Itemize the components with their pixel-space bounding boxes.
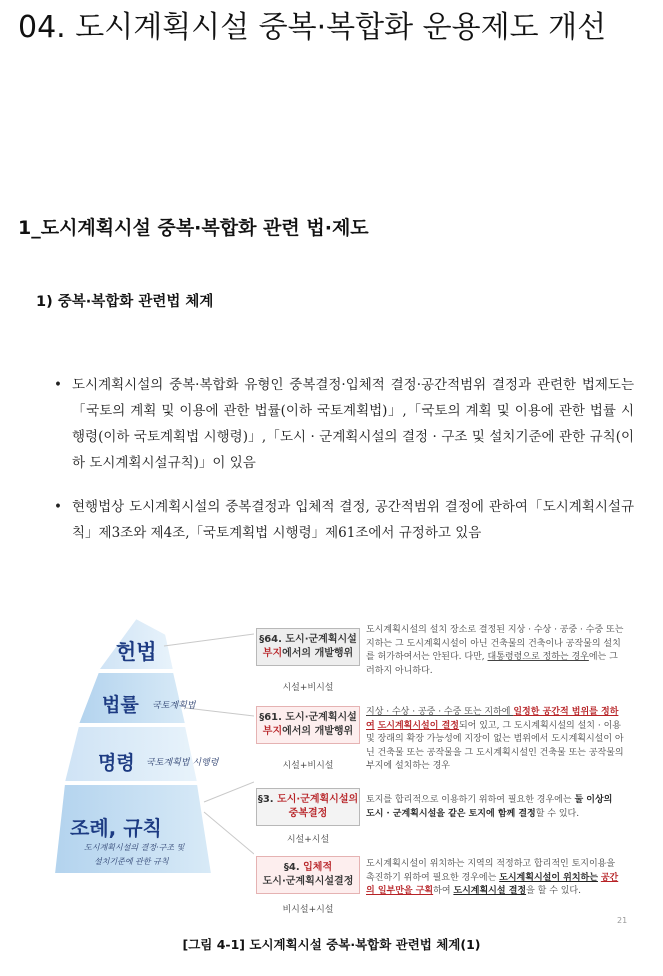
desc-text: 토지를 합리적으로 이용하기 위하여 필요한 경우에는 [366,795,575,805]
article-box-emphasis: 부지 [262,648,283,659]
article-box-sublabel: 시설+비시설 [282,683,334,693]
article-box-line: §61. 도시·군계획시설 [259,712,357,723]
pyramid-level-decree: 명령 [98,752,135,774]
desc-text: 도시계획시설의 설치 장소로 결정된 지상 · 수상 · 공중 · 수중 또는 지하는 그 도시계획시설이 아닌 건축물의 건축이나 공작물의 설치를 허가하여서는 안된다. 다만, [366,625,624,662]
article-description-61 [366,706,624,774]
desc-highlight: 도시계획시설이 결정 [377,720,459,731]
article-box-3 [256,788,360,826]
chapter-title: 04. 도시계획시설 중복·복합화 운용제도 개선 [18,10,607,45]
desc-underline: 지상 · 수상 · 공중 · 수중 또는 지하에 [366,707,514,717]
article-box-64 [256,628,360,666]
pyramid-level-law: 법률 [102,694,139,716]
desc-text: 에는 그러하지 아니하다. [366,652,618,676]
article-box-4 [256,856,360,894]
pyramid-level-ordinance: 조례, 규칙 [70,816,162,840]
connector-line [164,634,254,646]
bullet-list [54,372,634,564]
subsection-title: 1) 중복·복합화 관련법 체계 [36,294,214,310]
article-box-line: 에서의 개발행위 [282,648,354,659]
bullet-dot: • [54,377,62,393]
connector-line [186,708,254,716]
handwritten-note: 설치기준에 관한 규칙 [94,857,169,866]
article-box-line: 에서의 개발행위 [282,726,354,737]
handwritten-note: 국토계획법 시행령 [146,758,219,768]
article-box-line: §64. 도시·군계획시설 [259,634,357,645]
article-box-line: §4. [283,862,304,873]
desc-highlight: 일정한 공간적 범위를 정하여 [366,707,619,731]
article-box-sublabel: 시설+시설 [286,835,330,845]
pyramid-level-constitution: 헌법 [116,640,157,664]
desc-text: 할 수 있다. [535,808,580,819]
desc-highlight: 공간의 일부만을 구획 [366,872,619,896]
article-box-emphasis: 중복결정 [288,808,328,819]
article-box-sublabel: 시설+비시설 [282,761,334,771]
connector-line [204,782,254,802]
bullet-item [54,372,634,476]
article-box-sublabel: 비시설+시설 [282,905,334,915]
article-description-64 [366,624,624,678]
bullet-text: 도시계획시설의 중복·복합화 유형인 중복결정·입체적 결정·공간적범위 결정과 관련한 법제도는「국토의 계획 및 이용에 관한 법률(이하 국토계획법)」,「국토의 계획 및 이용에 관한 법률 시행령(이하 국토계획법 시행령)」,「도시 · 군계획시설의 결정 · 구조 및 설치기준에 관한 규칙(이하 도시계획시설규칙)」이 있음 [72,377,634,471]
article-box-line: §3. [257,794,278,805]
article-box-emphasis: 도시·군계획시설의 [277,794,359,805]
desc-text: 도시계획시설이 위치하는 지역의 적정하고 합리적인 토지이용을 촉진하기 위하여 필요한 경우에는 [366,859,616,883]
desc-underline: 대통령령으로 정하는 경우 [487,652,589,662]
article-box-61 [256,706,360,744]
section-title: 1_도시계획시설 중복·복합화 관련 법·제도 [18,217,369,239]
law-hierarchy-figure [54,612,624,926]
connector-line [204,812,254,854]
article-box-emphasis: 부지 [262,726,283,737]
desc-text: 하여 [433,886,454,896]
desc-text: 을 할 수 있다. [526,886,581,896]
bullet-dot: • [54,499,62,515]
desc-underline: 도시계획시설 결정 [453,886,527,896]
handwritten-note: 도시계획시설의 결정·구조 및 [84,843,185,852]
handwritten-note: 국토계획법 [152,701,196,711]
bullet-item [54,494,634,546]
article-box-line: 도시·군계획시설결정 [262,876,354,887]
desc-bold: 둘 이상의 도시 · 군계획시설을 같은 토지에 함께 결정 [366,795,613,819]
figure-caption: [그림 4-1] 도시계획시설 중복·복합화 관련법 체계(1) [182,937,481,952]
article-description-3 [366,794,624,821]
desc-underline: 도시계획시설이 위치하는 [499,872,598,883]
article-description-4 [366,858,624,899]
desc-text: 되어 있고, 그 도시계획시설의 설치 · 이용 및 장래의 확장 가능성에 지장이 없는 범위에서 도시계획시설이 아닌 건축물 또는 공작물을 그 도시계획시설인 건축물 또는 공작물의 부지에 설치하는 경우 [366,720,624,771]
bullet-text: 현행법상 도시계획시설의 중복결정과 입체적 결정, 공간적범위 결정에 관하여「도시계획시설규칙」제3조와 제4조,「국토계획법 시행령」제61조에서 규정하고 있음 [72,499,634,541]
page-number: 21 [617,916,628,925]
article-box-emphasis: 입체적 [303,862,333,873]
